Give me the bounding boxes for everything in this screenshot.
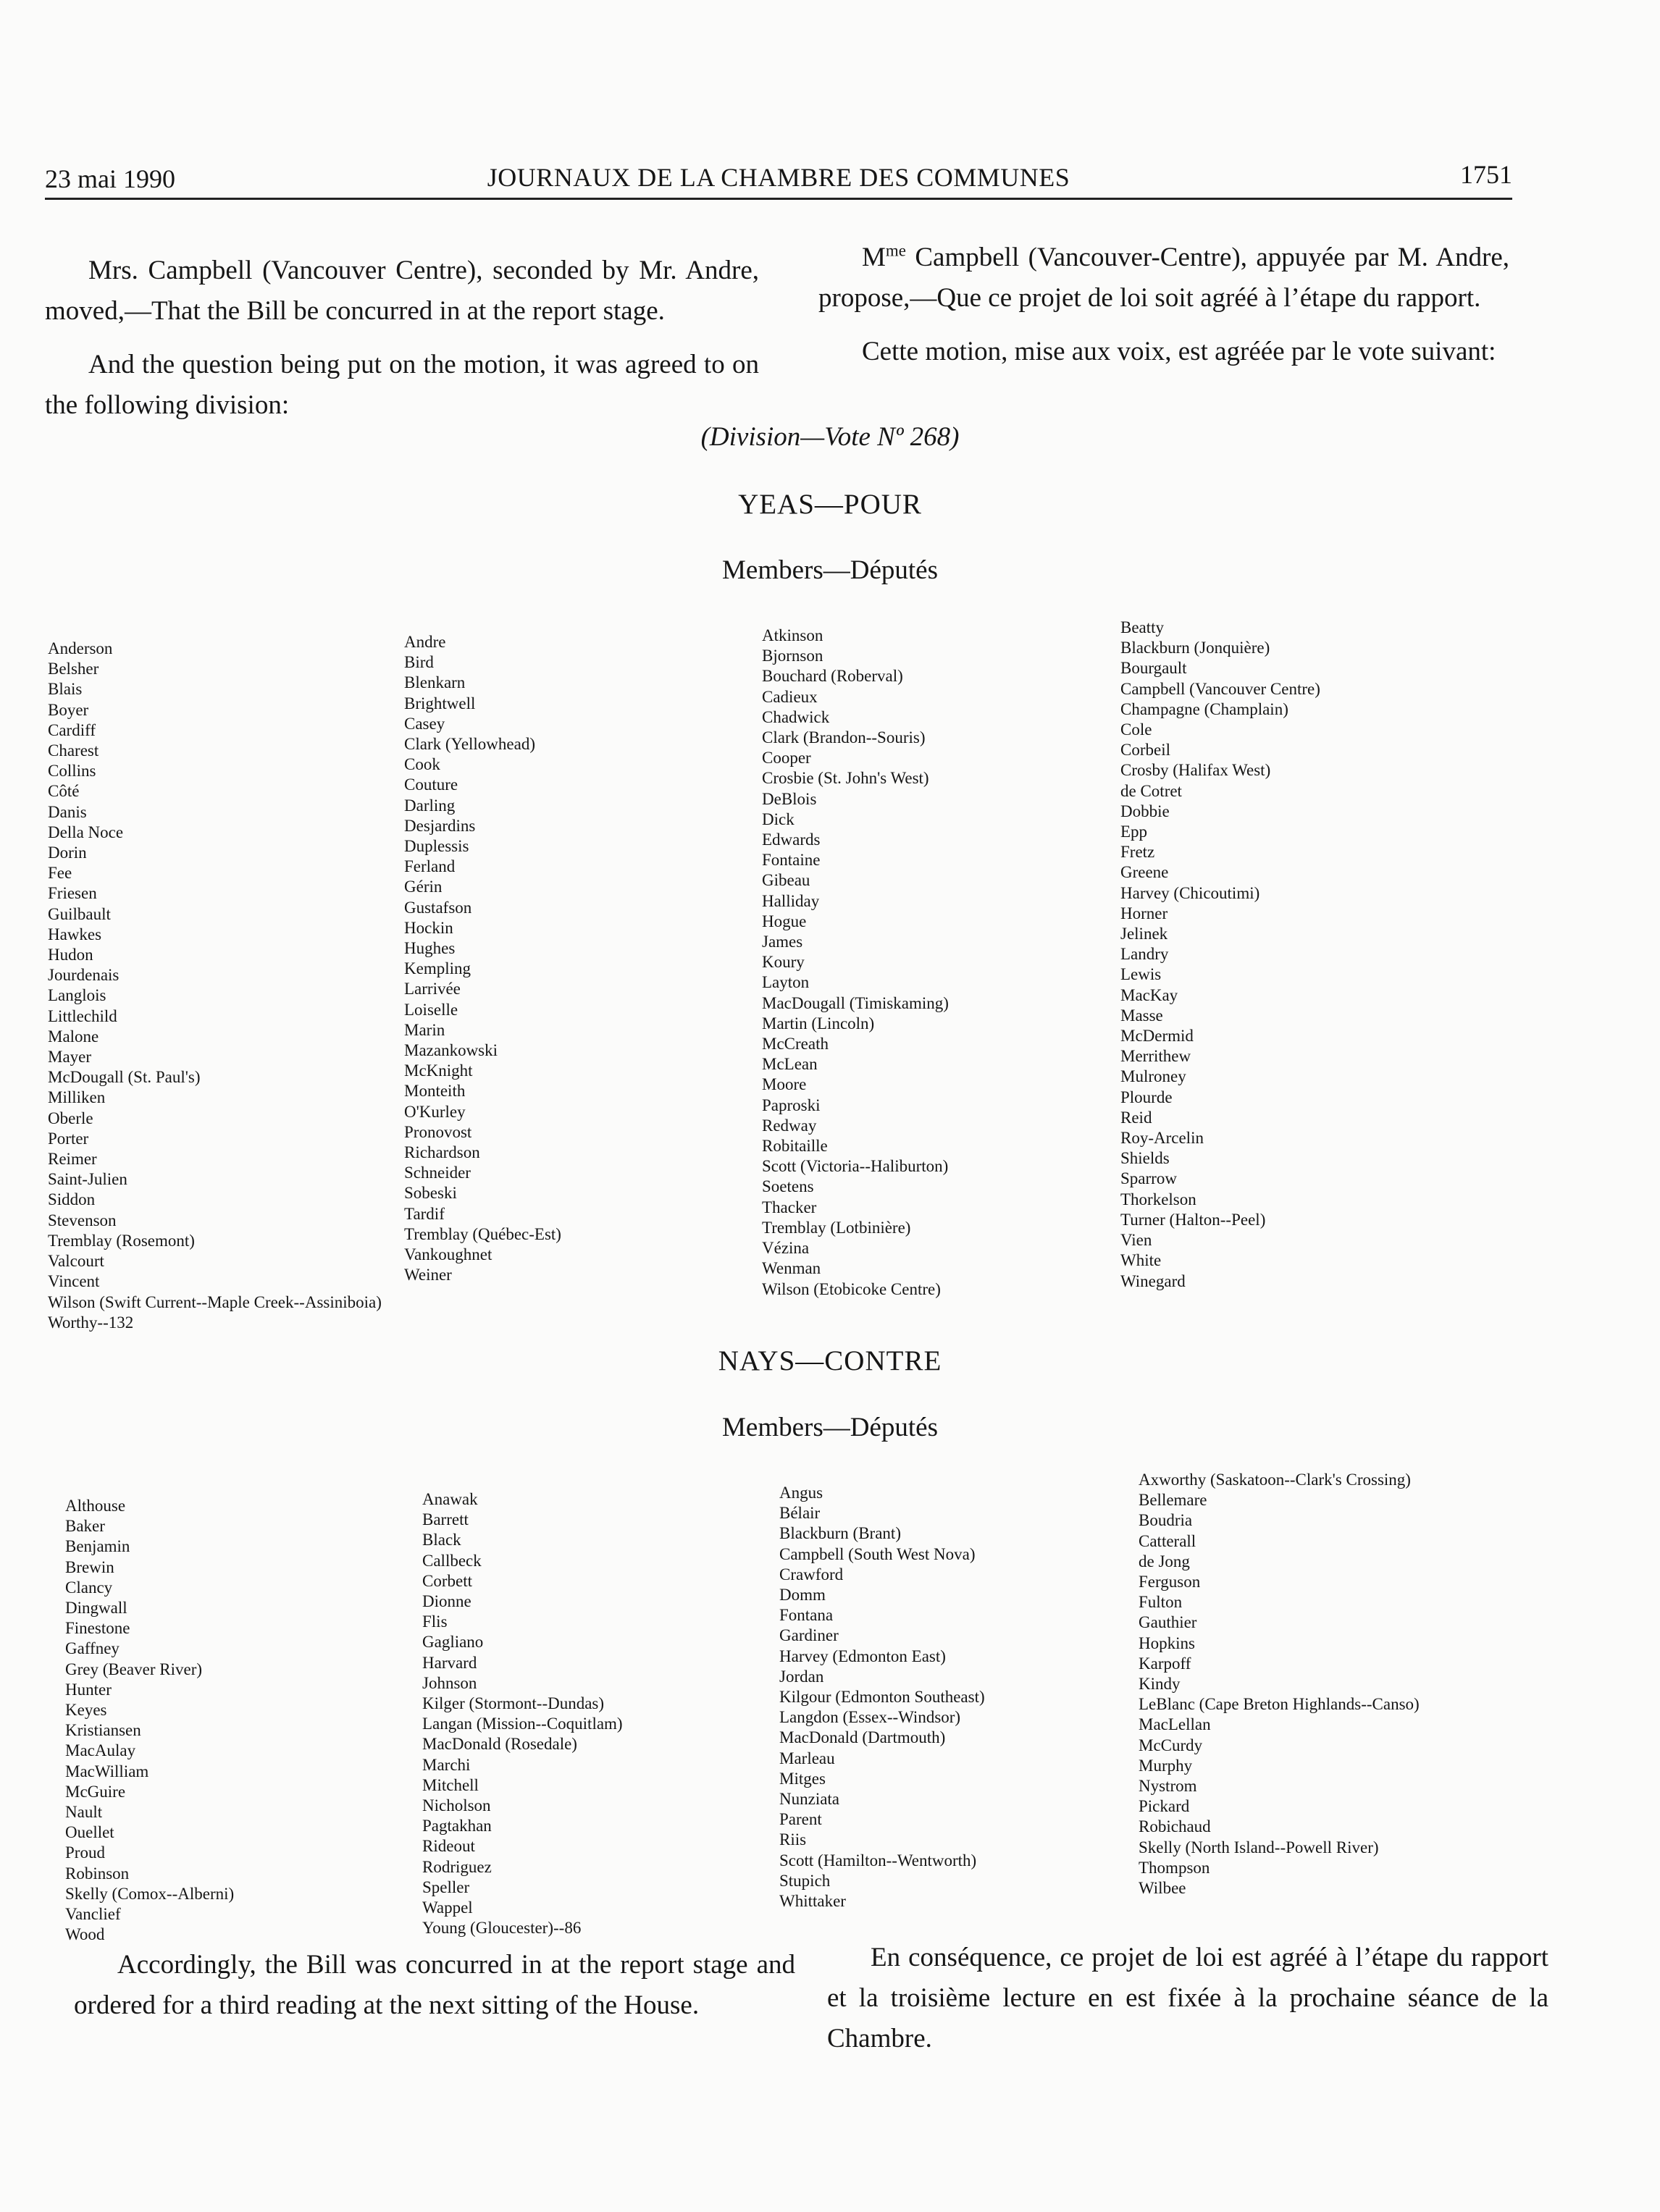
member-name: Hockin — [404, 918, 453, 937]
nays-heading: NAYS—CONTRE — [718, 1345, 942, 1376]
member-name: Catterall — [1139, 1531, 1196, 1550]
motion-french-title: M — [862, 243, 886, 272]
nays-members-subheading: Members—Députés — [722, 1413, 938, 1442]
member-name: Beatty — [1120, 618, 1165, 636]
yeas-column-4 — [1120, 618, 1320, 1292]
member-name: Marin — [404, 1020, 445, 1039]
member-name: Rodriguez — [422, 1857, 492, 1876]
member-name: Moore — [762, 1075, 807, 1094]
member-name: Loiselle — [404, 1000, 458, 1019]
member-name: Vanclief — [65, 1905, 121, 1924]
member-name: Gauthier — [1139, 1613, 1197, 1632]
member-name: Charest — [48, 741, 99, 760]
member-name: LeBlanc (Cape Breton Highlands--Canso) — [1139, 1695, 1420, 1714]
member-name: Tremblay (Rosemont) — [48, 1231, 195, 1250]
member-name: Della Noce — [48, 823, 124, 841]
member-name: Marleau — [779, 1749, 835, 1767]
member-name: Nicholson — [422, 1796, 491, 1815]
member-name: Wilson (Etobicoke Centre) — [762, 1279, 941, 1298]
member-name: Cadieux — [762, 687, 818, 706]
member-name: Blenkarn — [404, 673, 466, 692]
member-name: Crawford — [779, 1565, 844, 1584]
member-name: Langlois — [48, 986, 106, 1005]
yeas-members-subheading: Members—Députés — [722, 555, 938, 585]
member-name: Anderson — [48, 639, 113, 657]
member-name: James — [762, 933, 803, 951]
member-name: Monteith — [404, 1082, 466, 1101]
member-name: Finestone — [65, 1619, 130, 1638]
closing-english-text: Accordingly, the Bill was concurred in at the report stage and ordered for a third reading at the next sitting of the House. — [74, 1950, 795, 2020]
member-name: Althouse — [65, 1497, 126, 1515]
header-title: JOURNAUX DE LA CHAMBRE DES COMMUNES — [487, 163, 1070, 192]
member-name: Pickard — [1139, 1797, 1190, 1816]
member-name: Redway — [762, 1116, 817, 1135]
member-name: Casey — [404, 714, 445, 733]
member-name: Gardiner — [779, 1626, 839, 1645]
member-name: Cole — [1120, 720, 1152, 739]
member-name: Atkinson — [762, 626, 823, 644]
member-name: Fee — [48, 864, 72, 883]
header-rule — [45, 198, 1512, 200]
member-name: Bellemare — [1139, 1491, 1207, 1510]
member-name: Dorin — [48, 844, 87, 862]
member-name: McDougall (St. Paul's) — [48, 1068, 201, 1087]
member-name: Nault — [65, 1803, 103, 1822]
member-name: Fontaine — [762, 851, 821, 870]
member-name: Vincent — [48, 1272, 100, 1291]
member-name: Collins — [48, 762, 96, 781]
member-name: Cook — [404, 755, 440, 774]
member-name: Gagliano — [422, 1633, 484, 1652]
member-name: de Jong — [1139, 1552, 1190, 1570]
member-name: Dick — [762, 809, 795, 828]
member-name: Danis — [48, 802, 87, 821]
member-name: Hawkes — [48, 925, 102, 943]
member-name: Halliday — [762, 891, 820, 910]
member-name: Clancy — [65, 1578, 113, 1597]
member-name: Tardif — [404, 1204, 445, 1223]
page-header — [45, 145, 1512, 200]
member-name: Bélair — [779, 1504, 821, 1523]
member-name: Gérin — [404, 878, 443, 896]
member-name: Dobbie — [1120, 802, 1170, 820]
member-name: Nystrom — [1139, 1777, 1197, 1796]
member-name: Kilger (Stormont--Dundas) — [422, 1694, 605, 1713]
member-name: Turner (Halton--Peel) — [1120, 1210, 1266, 1229]
member-name: Vankoughnet — [404, 1245, 492, 1264]
member-name: McLean — [762, 1055, 818, 1074]
closing-french — [827, 1938, 1548, 2059]
member-name: Friesen — [48, 884, 97, 903]
member-name: Domm — [779, 1586, 826, 1605]
member-name: Oberle — [48, 1109, 93, 1127]
member-name: DeBlois — [762, 789, 817, 808]
member-name: Clark (Yellowhead) — [404, 735, 535, 754]
nays-column-1 — [65, 1496, 234, 1945]
member-name: MacLellan — [1139, 1715, 1211, 1734]
member-name: Gaffney — [65, 1639, 120, 1658]
motion-french-text: Campbell (Vancouver-Centre), appuyée par M. Andre, propose,—Que ce projet de loi soit agréé à l’étape du rapport. — [818, 243, 1509, 313]
member-name: Wood — [65, 1925, 105, 1944]
member-name: Corbett — [422, 1571, 472, 1590]
member-name: Gustafson — [404, 898, 472, 917]
member-name: Barrett — [422, 1510, 469, 1529]
member-name: Chadwick — [762, 707, 830, 726]
member-name: Soetens — [762, 1177, 814, 1196]
member-name: Côté — [48, 782, 80, 801]
header-date: 23 mai 1990 — [45, 164, 175, 193]
member-name: Marchi — [422, 1755, 471, 1774]
member-name: Keyes — [65, 1701, 107, 1720]
member-name: Blackburn (Brant) — [779, 1524, 901, 1543]
member-name: Langdon (Essex--Windsor) — [779, 1708, 961, 1727]
member-name: Harvey (Chicoutimi) — [1120, 883, 1260, 902]
member-name: Ferland — [404, 857, 456, 876]
member-name: MacWilliam — [65, 1762, 149, 1780]
member-name: Paproski — [762, 1096, 821, 1114]
member-name: de Cotret — [1120, 781, 1182, 800]
member-name: Campbell (South West Nova) — [779, 1544, 976, 1563]
member-name: Porter — [48, 1129, 89, 1148]
member-name: McGuire — [65, 1782, 126, 1801]
member-name: Robichaud — [1139, 1817, 1211, 1836]
member-name: Bourgault — [1120, 659, 1187, 678]
member-name: Mazankowski — [404, 1041, 498, 1060]
member-name: McCreath — [762, 1035, 829, 1054]
member-name: Sparrow — [1120, 1169, 1177, 1188]
member-name: Belsher — [48, 660, 99, 678]
member-name: Riis — [779, 1830, 807, 1849]
member-name: Benjamin — [65, 1537, 130, 1556]
member-name: O'Kurley — [404, 1102, 466, 1121]
member-name: MacDonald (Dartmouth) — [779, 1728, 946, 1747]
member-name: Richardson — [404, 1143, 480, 1162]
member-name: Shields — [1120, 1149, 1170, 1168]
member-name: Andre — [404, 633, 446, 651]
member-name: Young (Gloucester)--86 — [422, 1919, 582, 1938]
member-name: Tremblay (Lotbinière) — [762, 1218, 911, 1237]
intro-french — [818, 237, 1509, 385]
member-name: Proud — [65, 1843, 105, 1862]
member-name: Axworthy (Saskatoon--Clark's Crossing) — [1139, 1471, 1411, 1489]
member-name: Grey (Beaver River) — [65, 1660, 203, 1678]
nays-column-4 — [1139, 1470, 1420, 1898]
member-name: Campbell (Vancouver Centre) — [1120, 679, 1320, 698]
member-name: Johnson — [422, 1673, 477, 1692]
member-name: Wilbee — [1139, 1879, 1186, 1898]
member-name: Thompson — [1139, 1858, 1210, 1877]
member-name: Lewis — [1120, 965, 1162, 984]
member-name: Fulton — [1139, 1593, 1183, 1612]
member-name: Parent — [779, 1810, 822, 1829]
member-name: Pronovost — [404, 1122, 472, 1141]
member-name: Rideout — [422, 1837, 475, 1856]
member-name: Skelly (North Island--Powell River) — [1139, 1838, 1379, 1856]
member-name: Siddon — [48, 1190, 96, 1209]
member-name: Callbeck — [422, 1551, 482, 1570]
member-name: Mitchell — [422, 1775, 479, 1794]
member-name: Edwards — [762, 830, 821, 849]
member-name: Layton — [762, 973, 810, 992]
member-name: Couture — [404, 775, 458, 794]
yeas-column-2 — [404, 632, 561, 1286]
member-name: Roy-Arcelin — [1120, 1129, 1204, 1148]
member-name: Langan (Mission--Coquitlam) — [422, 1715, 623, 1733]
member-name: Wappel — [422, 1898, 473, 1917]
member-name: Vézina — [762, 1239, 810, 1258]
member-name: Landry — [1120, 945, 1169, 964]
member-name: Mulroney — [1120, 1067, 1186, 1086]
member-name: McCurdy — [1139, 1736, 1203, 1754]
nays-column-3 — [779, 1483, 985, 1912]
member-name: Bouchard (Roberval) — [762, 667, 903, 686]
member-name: Martin (Lincoln) — [762, 1014, 875, 1033]
member-name: Jelinek — [1120, 925, 1168, 943]
member-name: Karpoff — [1139, 1654, 1191, 1673]
member-name: Hopkins — [1139, 1633, 1195, 1652]
member-name: Jourdenais — [48, 966, 120, 985]
member-name: Reimer — [48, 1150, 97, 1169]
yeas-column-1 — [48, 639, 382, 1333]
member-name: Cardiff — [48, 720, 96, 739]
member-name: Scott (Victoria--Haliburton) — [762, 1157, 949, 1176]
member-name: McKnight — [404, 1061, 473, 1080]
member-name: Merrithew — [1120, 1047, 1191, 1066]
member-name: Plourde — [1120, 1088, 1173, 1106]
member-name: Thorkelson — [1120, 1190, 1196, 1208]
member-name: Worthy--132 — [48, 1313, 134, 1332]
member-name: MacKay — [1120, 985, 1178, 1004]
member-name: Flis — [422, 1612, 448, 1631]
member-name: Masse — [1120, 1006, 1163, 1025]
member-name: Nunziata — [779, 1790, 840, 1809]
member-name: Wenman — [762, 1259, 821, 1278]
member-name: MacAulay — [65, 1741, 136, 1760]
member-name: Kempling — [404, 959, 471, 978]
member-name: MacDonald (Rosedale) — [422, 1735, 577, 1754]
member-name: Pagtakhan — [422, 1817, 492, 1835]
member-name: MacDougall (Timiskaming) — [762, 993, 949, 1012]
member-name: Murphy — [1139, 1756, 1193, 1775]
member-name: Corbeil — [1120, 741, 1170, 760]
member-name: Kristiansen — [65, 1721, 141, 1740]
member-name: Fontana — [779, 1606, 834, 1625]
member-name: Blais — [48, 680, 83, 699]
member-name: Ferguson — [1139, 1573, 1201, 1591]
member-name: Duplessis — [404, 837, 469, 856]
member-name: Dingwall — [65, 1599, 127, 1618]
member-name: Anawak — [422, 1490, 478, 1508]
member-name: Koury — [762, 953, 805, 972]
member-name: Cooper — [762, 749, 811, 768]
closing-french-text: En conséquence, ce projet de loi est agréé à l’étape du rapport et la troisième lecture en est fixée à la prochaine séance de la Chambre. — [827, 1943, 1548, 2053]
motion-english: Mrs. Campbell (Vancouver Centre), seconded by Mr. Andre, moved,—That the Bill be concurred in at the report stage. — [45, 256, 759, 326]
member-name: Larrivée — [404, 980, 461, 998]
member-name: Robitaille — [762, 1137, 828, 1156]
member-name: Sobeski — [404, 1184, 457, 1203]
member-name: Crosby (Halifax West) — [1120, 761, 1271, 780]
member-name: Greene — [1120, 863, 1169, 882]
header-page-number: 1751 — [1460, 160, 1512, 189]
member-name: Epp — [1120, 823, 1148, 841]
member-name: Stupich — [779, 1871, 831, 1890]
yeas-column-3 — [762, 626, 949, 1300]
motion-french — [818, 237, 1509, 319]
member-name: Harvard — [422, 1653, 477, 1672]
member-name: Tremblay (Québec-Est) — [404, 1224, 561, 1243]
member-name: Malone — [48, 1027, 99, 1046]
member-name: Valcourt — [48, 1252, 104, 1271]
member-name: Robinson — [65, 1864, 130, 1883]
motion-french-title-sup: me — [885, 241, 906, 260]
member-name: Baker — [65, 1517, 105, 1536]
member-name: Brightwell — [404, 694, 476, 712]
member-name: Champagne (Champlain) — [1120, 699, 1288, 718]
member-name: McDermid — [1120, 1027, 1194, 1046]
member-name: Hudon — [48, 946, 93, 964]
member-name: Dionne — [422, 1592, 471, 1611]
member-name: Vien — [1120, 1231, 1152, 1250]
member-name: Boudria — [1139, 1511, 1193, 1530]
member-name: Stevenson — [48, 1211, 117, 1229]
member-name: Scott (Hamilton--Wentworth) — [779, 1851, 977, 1870]
member-name: Ouellet — [65, 1823, 114, 1842]
question-english: And the question being put on the motion, it was agreed to on the following division: — [45, 350, 759, 420]
member-name: Speller — [422, 1877, 470, 1896]
member-name: Mitges — [779, 1769, 826, 1788]
member-name: Wilson (Swift Current--Maple Creek--Assiniboia) — [48, 1292, 382, 1311]
member-name: Boyer — [48, 700, 89, 719]
member-name: Jordan — [779, 1667, 824, 1686]
member-name: Harvey (Edmonton East) — [779, 1647, 946, 1665]
member-name: Bird — [404, 653, 434, 672]
member-name: Hunter — [65, 1680, 112, 1699]
member-name: Thacker — [762, 1198, 817, 1216]
member-name: Schneider — [404, 1164, 471, 1182]
closing-english — [74, 1945, 795, 2026]
member-name: Brewin — [65, 1557, 114, 1576]
member-name: Littlechild — [48, 1006, 117, 1025]
member-name: Mayer — [48, 1048, 92, 1067]
member-name: White — [1120, 1251, 1162, 1270]
question-french: Cette motion, mise aux voix, est agréée par le vote suivant: — [862, 337, 1496, 366]
intro-english — [45, 251, 759, 439]
member-name: Skelly (Comox--Alberni) — [65, 1884, 235, 1903]
member-name: Gibeau — [762, 871, 810, 890]
nays-column-2 — [422, 1489, 623, 1938]
division-vote-number: (Division—Vote Nº 268) — [700, 422, 960, 452]
member-name: Desjardins — [404, 816, 476, 835]
member-name: Blackburn (Jonquière) — [1120, 639, 1270, 657]
member-name: Reid — [1120, 1108, 1152, 1127]
member-name: Guilbault — [48, 904, 111, 923]
member-name: Weiner — [404, 1266, 452, 1284]
member-name: Milliken — [48, 1088, 106, 1107]
member-name: Saint-Julien — [48, 1170, 127, 1189]
member-name: Hughes — [404, 939, 456, 958]
member-name: Horner — [1120, 904, 1168, 922]
member-name: Bjornson — [762, 647, 823, 665]
member-name: Whittaker — [779, 1892, 846, 1911]
member-name: Winegard — [1120, 1271, 1186, 1290]
member-name: Kindy — [1139, 1675, 1181, 1694]
member-name: Crosbie (St. John's West) — [762, 769, 929, 788]
member-name: Angus — [779, 1484, 823, 1502]
member-name: Black — [422, 1531, 461, 1549]
yeas-heading: YEAS—POUR — [738, 489, 922, 520]
member-name: Hogue — [762, 912, 807, 930]
member-name: Darling — [404, 796, 456, 815]
member-name: Fretz — [1120, 843, 1155, 862]
member-name: Clark (Brandon--Souris) — [762, 728, 926, 747]
member-name: Kilgour (Edmonton Southeast) — [779, 1688, 985, 1707]
